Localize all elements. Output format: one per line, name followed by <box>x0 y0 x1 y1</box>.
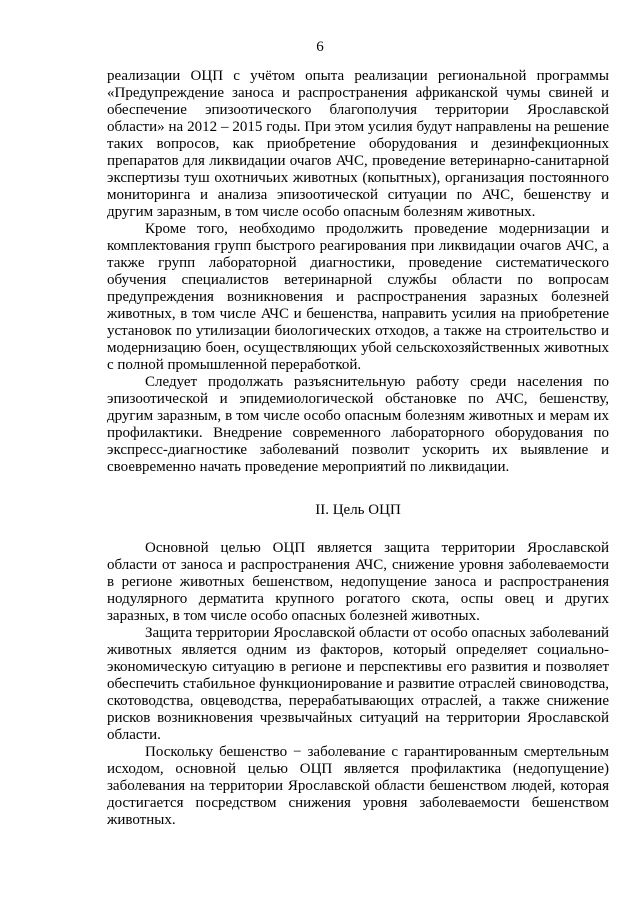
goal-text-block <box>107 540 609 829</box>
goal-paragraph-2: Защита территории Ярославской области от особо опасных заболеваний животных является одним из факторов, который определяет социально-экономическую ситуацию в регионе и перспективы его развития и позволяет обеспечить стабильное функционирование и развитие отраслей свиноводства, скотоводства, овцеводства, перерабатывающих отраслей, а также снижение рисков возникновения чрезвычайных ситуаций на территории Ярославской области. <box>107 625 609 743</box>
intro-paragraph-3: Следует продолжать разъяснительную работу среди населения по эпизоотической и эпидемиологической обстановке по АЧС, бешенству, другим заразным, в том числе особо опасным болезням животных и мерам их профилактики. Внедрение современного лабораторного оборудования по экспресс-диагностике заболеваний позволит ускорить их выявление и своевременно начать проведение мероприятий по ликвидации. <box>107 374 609 475</box>
page-number: 6 <box>316 39 324 55</box>
intro-paragraph-1: реализации ОЦП с учётом опыта реализации региональной программы «Предупреждение заноса и распространения африканской чумы свиней и обеспечение эпизоотического благополучия территории Ярославской области» на 2012 – 2015 годы. При этом усилия будут направлены на решение таких вопросов, как приобретение оборудования и дезинфекционных препаратов для ликвидации очагов АЧС, проведение ветеринарно-санитарной экспертизы туш охотничьих животных (копытных), организация постоянного мониторинга и анализа эпизоотической ситуации по АЧС, бешенству и другим заразным, в том числе особо опасным болезням животных. <box>107 68 609 220</box>
goal-paragraph-1: Основной целью ОЦП является защита территории Ярославской области от заноса и распространения АЧС, снижение уровня заболеваемости в регионе животных бешенством, недопущение заноса и распространения нодулярного дерматита крупного рогатого скота, оспы овец и других заразных, в том числе особо опасных болезней животных. <box>107 540 609 624</box>
intro-text-block <box>107 68 609 476</box>
section-heading-goal: II. Цель ОЦП <box>315 502 401 518</box>
goal-paragraph-3: Поскольку бешенство − заболевание с гарантированным смертельным исходом, основной целью ОЦП является профилактика (недопущение) заболевания на территории Ярославской области бешенством людей, которая достигается посредством снижения уровня заболеваемости бешенством животных. <box>107 744 609 828</box>
intro-paragraph-2: Кроме того, необходимо продолжить проведение модернизации и комплектования групп быстрого реагирования при ликвидации очагов АЧС, а также групп лабораторной диагностики, проведение систематического обучения специалистов ветеринарной службы области по вопросам предупреждения возникновения и распространения заразных болезней животных, в том числе АЧС и бешенства, направить усилия на приобретение установок по утилизации биологических отходов, а также на строительство и модернизацию боен, осуществляющих убой сельскохозяйственных животных с полной промышленной переработкой. <box>107 221 609 373</box>
